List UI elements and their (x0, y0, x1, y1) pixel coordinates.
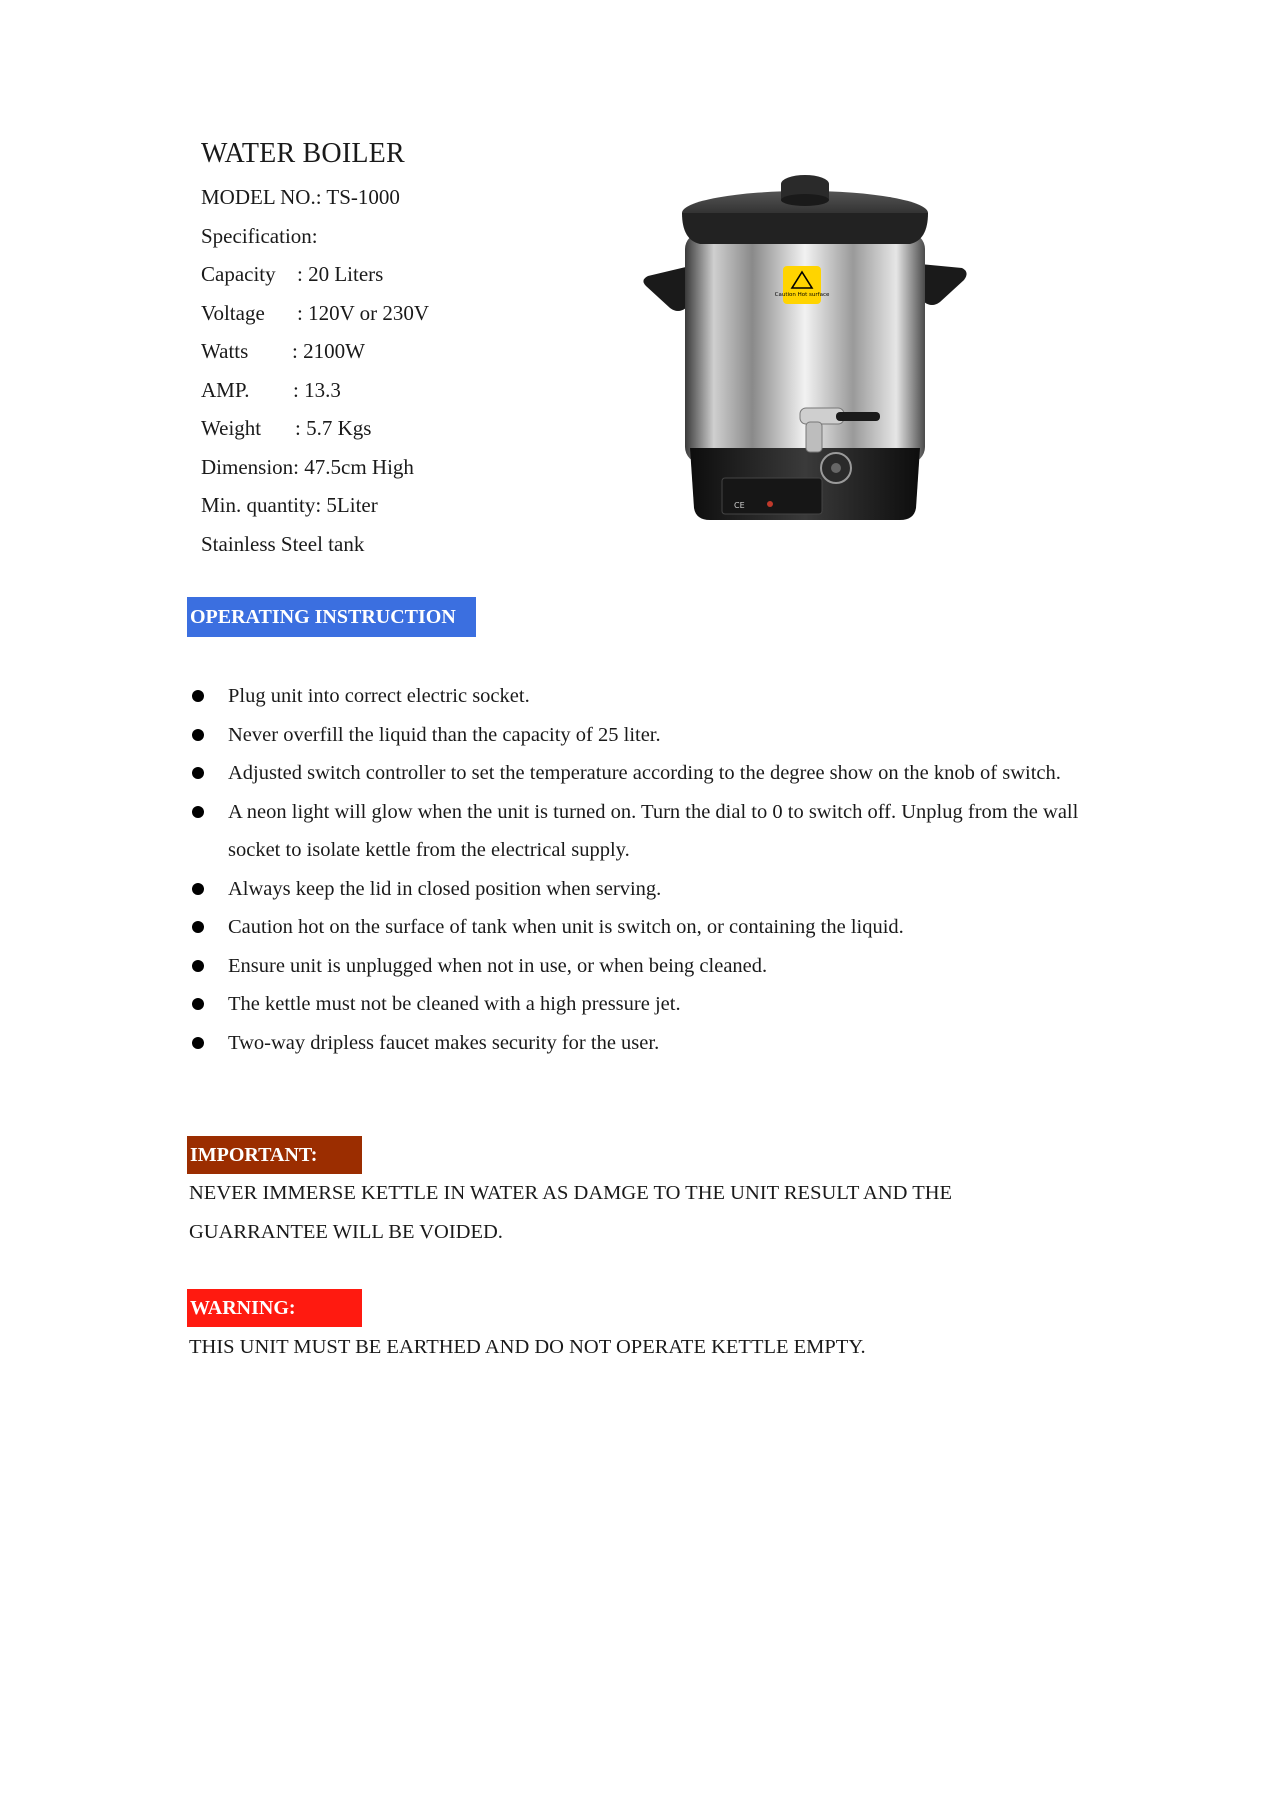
spec-list (201, 178, 429, 563)
list-item (190, 947, 1090, 986)
caution-sticker: Caution Hot surface (774, 292, 830, 298)
instruction-text: Ensure unit is unplugged when not in use, or when being cleaned. (228, 954, 768, 977)
spec-value: : 5.7 Kgs (295, 416, 372, 440)
bullet-icon (192, 883, 204, 895)
instruction-text: Always keep the lid in closed position when serving. (228, 877, 662, 900)
instruction-text: The kettle must not be cleaned with a high pressure jet. (228, 993, 681, 1015)
spec-row (201, 255, 429, 294)
list-item (190, 870, 1090, 909)
spec-key: Capacity (201, 262, 276, 286)
operating-instruction-label: OPERATING INSTRUCTION (187, 597, 476, 637)
spec-value: : 20 Liters (297, 262, 384, 286)
bullet-icon (192, 767, 204, 779)
list-item (190, 793, 1090, 870)
ce-mark: CE (734, 501, 745, 510)
spec-row (201, 371, 429, 410)
operating-instruction-list (190, 677, 1090, 1062)
spec-row (201, 409, 429, 448)
bullet-icon (192, 998, 204, 1010)
instruction-text: Plug unit into correct electric socket. (228, 685, 530, 707)
spec-key: AMP. (201, 377, 250, 402)
bullet-icon (192, 729, 204, 741)
list-item (190, 1024, 1090, 1063)
spec-key: Weight (201, 416, 262, 440)
model-number: MODEL NO.: TS-1000 (201, 185, 400, 209)
spec-row (201, 294, 429, 333)
warning-label: WARNING: (187, 1289, 362, 1327)
bullet-icon (192, 806, 204, 818)
tank-spec: Stainless Steel tank (201, 531, 365, 556)
instruction-text: Caution hot on the surface of tank when unit is switch on, or containing the liquid. (228, 916, 904, 938)
list-item (190, 754, 1090, 793)
min-quantity-spec: Min. quantity: 5Liter (201, 493, 378, 517)
instruction-text: Two-way dripless faucet makes security for the user. (228, 1031, 660, 1054)
instruction-text: Never overfill the liquid than the capacity of 25 liter. (228, 723, 661, 746)
spec-value: : 2100W (292, 339, 365, 363)
spec-row (201, 332, 429, 371)
important-notice-text: NEVER IMMERSE KETTLE IN WATER AS DAMGE TO THE UNIT RESULT AND THE GUARRANTEE WILL BE VOIDED. (189, 1182, 953, 1243)
product-title: WATER BOILER (201, 138, 405, 169)
dimension-spec: Dimension: 47.5cm High (201, 454, 414, 479)
list-item (190, 985, 1090, 1024)
instruction-text: A neon light will glow when the unit is turned on. Turn the dial to 0 to switch off. Unplug from the wall socket to isolate kettle from the electrical supply. (228, 800, 1079, 861)
list-item (190, 677, 1090, 716)
water-boiler-image (640, 168, 970, 528)
spec-heading: Specification: (201, 223, 318, 248)
spec-key: Watts (201, 339, 249, 363)
bullet-icon (192, 690, 204, 702)
list-item (190, 716, 1090, 755)
spec-key: Voltage (201, 300, 265, 325)
spec-value: : 120V or 230V (297, 300, 430, 325)
important-label: IMPORTANT: (187, 1136, 362, 1174)
bullet-icon (192, 1037, 204, 1049)
instruction-text: Adjusted switch controller to set the temperature according to the degree show on the knob of switch. (228, 762, 1061, 784)
warning-notice-text: THIS UNIT MUST BE EARTHED AND DO NOT OPERATE KETTLE EMPTY. (189, 1336, 866, 1358)
list-item (190, 908, 1090, 947)
bullet-icon (192, 921, 204, 933)
bullet-icon (192, 960, 204, 972)
spec-value: : 13.3 (293, 377, 341, 402)
